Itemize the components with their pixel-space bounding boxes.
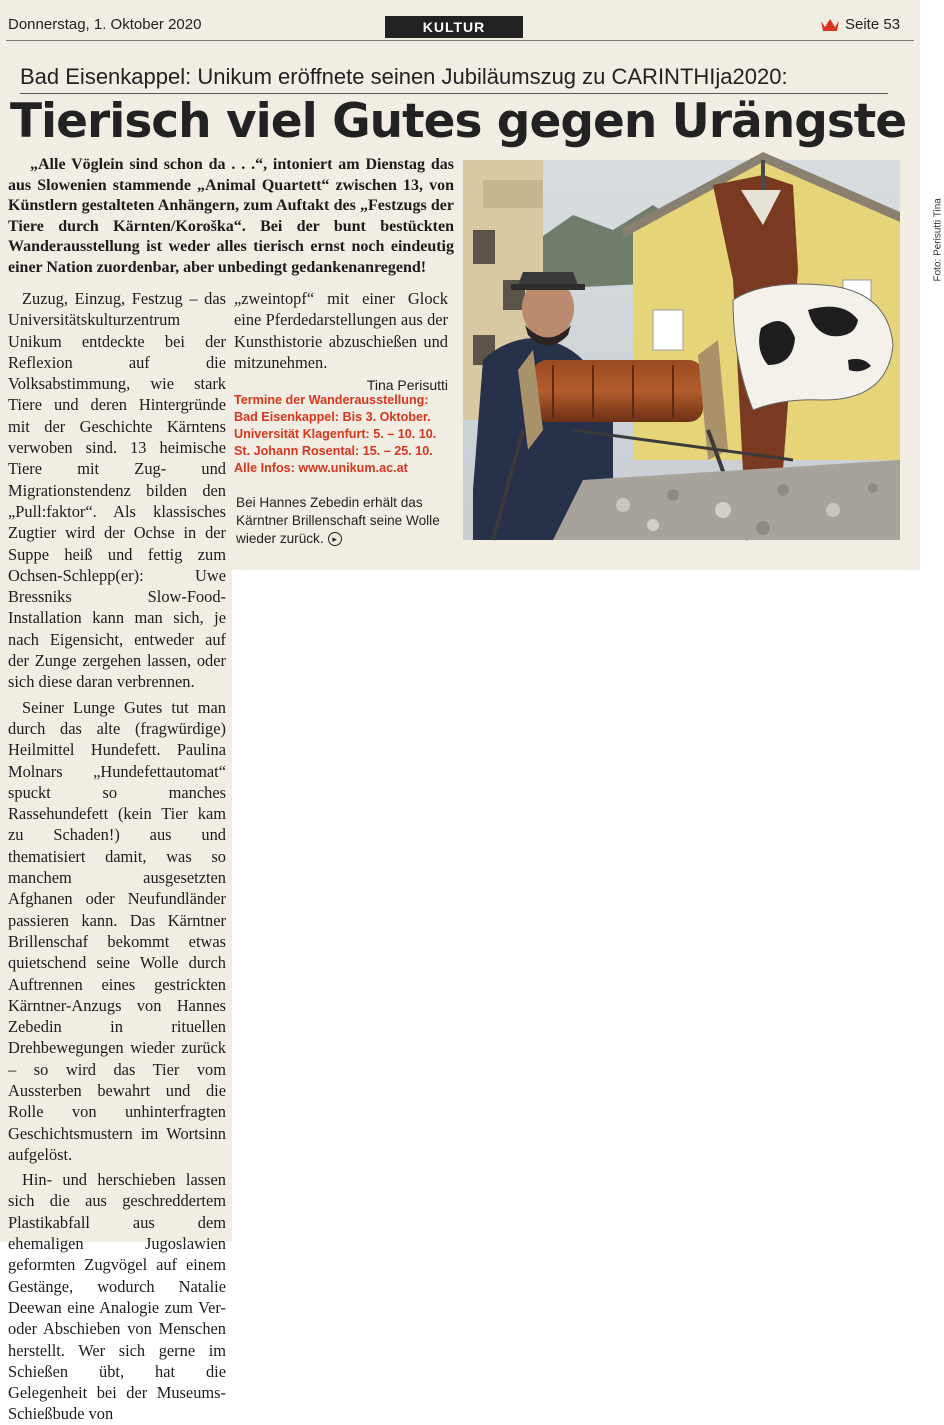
lead-paragraph: „Alle Vöglein sind schon da . . .“, intoniert am Dienstag das aus Slowenien stammende „Animal Quartett“ zwischen 13, von Künstlern gestalteten Anhängern, zum Auftakt des „Festzugs der Tiere durch Kärnten/Koroška“. Bei der bunt bestückten Wanderausstellung ist weder alles tierisch ernst noch eindeutig einer Nation zuordenbar, aber unbedingt gedankenanregend!: [8, 156, 454, 276]
headline: Tierisch viel Gutes gegen Urängste: [10, 94, 907, 149]
date-line: Universität Klagenfurt: 5. – 10. 10.: [234, 427, 437, 441]
dates-title: Termine der Wanderausstellung:: [234, 393, 429, 407]
issue-date: Donnerstag, 1. Oktober 2020: [8, 16, 202, 33]
date-line: Bad Eisenkappel: Bis 3. Oktober.: [234, 410, 431, 424]
photo-caption: [236, 494, 454, 548]
header-divider: [6, 40, 914, 41]
article-photo: [463, 160, 900, 540]
crown-icon: [820, 17, 840, 33]
body-paragraph: Zuzug, Einzug, Festzug – das Universitätskulturzentrum Unikum entdeckte bei der Reflexion auf die Volksabstimmung, wie stark Tiere und deren Hintergründe mit der Geschichte Kärntens verwoben sind. 13 heimische Tiere mit Zug- und Migrationstendenz bilden den „Pull:faktor“. Als klassisches Zugtier wird der Ochse in der Suppe heiß und fettig zum Ochsen-Schlepp(er): Uwe Bressniks Slow-Food-Installation kann man sich, je nach Eigensicht, entweder auf der Zunge zergehen lassen, oder sich diese daran verbrennen.: [8, 289, 226, 692]
photo-credit: Foto: Perisutti Tina: [932, 198, 944, 282]
body-column-1: [8, 288, 226, 1425]
body-paragraph: „zweintopf“ mit einer Glock eine Pferdedarstellungen aus der Kunsthistorie abzuschießen und mitzunehmen.: [234, 289, 448, 372]
roofline: Bad Eisenkappel: Unikum eröffnete seinen Jubiläumszug zu CARINTHIja2020:: [20, 64, 788, 89]
body-paragraph: Seiner Lunge Gutes tut man durch das alte (fragwürdige) Heilmittel Hundefett. Paulina Molnars „Hundefettautomat“ spuckt so manches Rassehundefett (kein Tier kam zu Schaden!) aus und thematisiert damit, was so manchem ausgesetzten Afghanen oder Neufundländer passieren kann. Das Kärntner Brillenschaf bekommt etwas quietschend seine Wolle durch Auftrennen eines gestrickten Kärntner-Anzugs von Hannes Zebedin in rituellen Drehbewegungen wieder zurück – so wird das Tier vom Aussterben bewahrt und die Rolle von unhinterfragten Geschichtsmustern im Wortsinn aufgelöst.: [8, 697, 226, 1164]
page-number: Seite 53: [845, 16, 901, 33]
date-line: St. Johann Rosental: 15. – 25. 10.: [234, 444, 433, 458]
body-paragraph: Hin- und herschieben lassen sich die aus geschreddertem Plastikabfall aus dem ehemaligen Jugoslawien geformten Zugvögel auf einem Gestänge, wodurch Natalie Deewan eine Analogie zum Ver- oder Abschieben von Menschen herstellt. Wer sich gerne im Schießen übt, hat die Gelegenheit bei der Museums-Schießbude von: [8, 1170, 226, 1424]
author-byline: Tina Perisutti: [366, 377, 448, 394]
info-link: Alle Infos: www.unikum.ac.at: [234, 461, 408, 475]
circled-arrow-icon: ▸: [328, 532, 342, 546]
body-column-2: [234, 288, 448, 396]
caption-text: Bei Hannes Zebedin erhält das Kärntner Brillenschaft seine Wolle wieder zurück.: [236, 495, 440, 546]
exhibition-dates-box: [234, 392, 452, 477]
section-label: KULTUR: [385, 16, 523, 38]
